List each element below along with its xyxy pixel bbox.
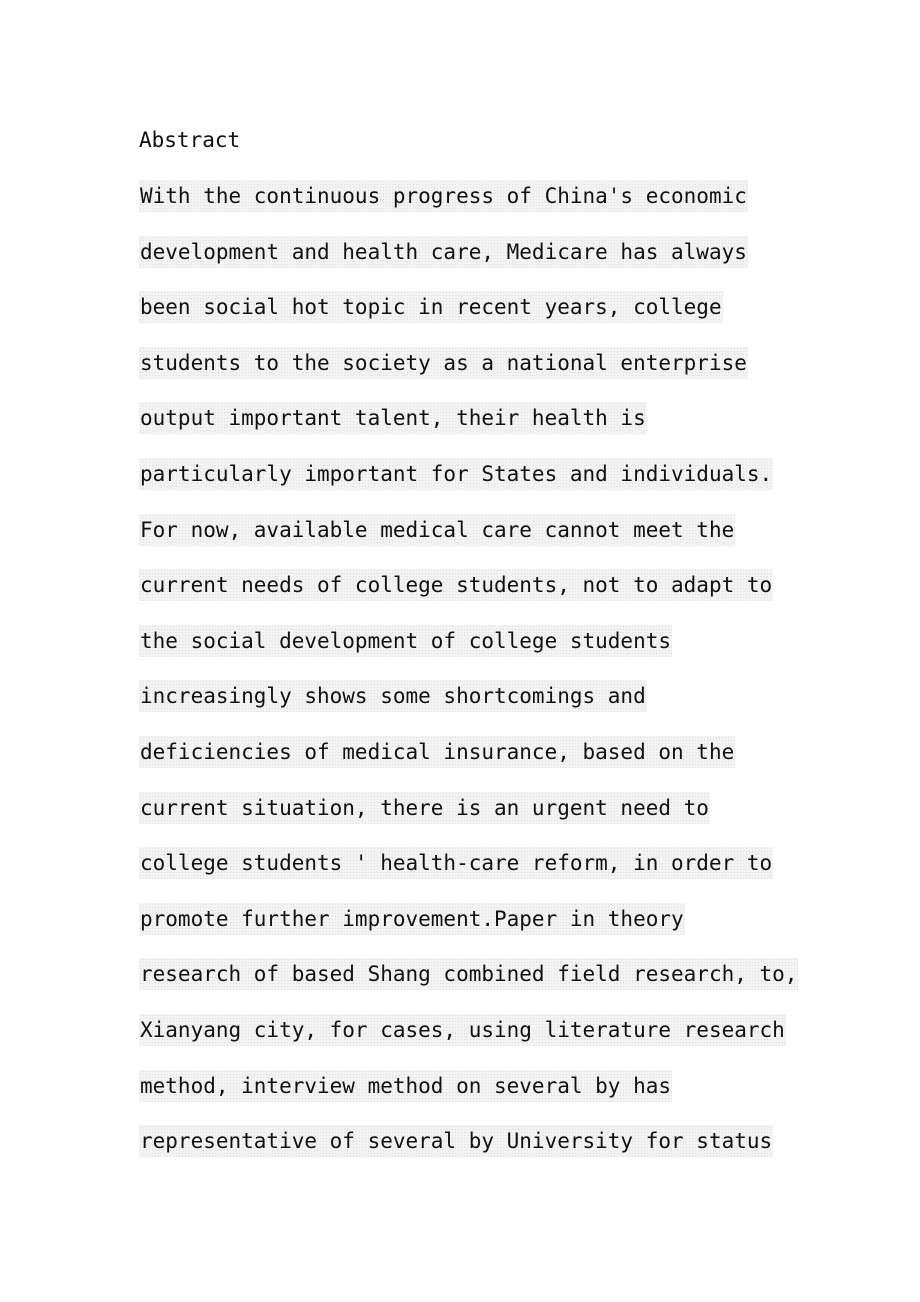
text-line <box>139 1014 819 1070</box>
text-line <box>139 1125 819 1181</box>
text-line-content: promote further improvement.Paper in theory <box>139 903 685 935</box>
text-line-content: deficiencies of medical insurance, based on the <box>139 736 735 768</box>
text-line <box>139 347 819 403</box>
text-line-content: For now, available medical care cannot meet the <box>139 514 735 546</box>
text-line-content: method, interview method on several by has <box>139 1070 672 1102</box>
text-line <box>139 569 819 625</box>
text-line <box>139 291 819 347</box>
text-line <box>139 1070 819 1126</box>
text-line-content: particularly important for States and individuals. <box>139 458 773 490</box>
text-line-content: current needs of college students, not to adapt to <box>139 569 773 601</box>
text-line <box>139 458 819 514</box>
text-line-content: development and health care, Medicare has always <box>139 236 748 268</box>
text-line <box>139 180 819 236</box>
text-line <box>139 903 819 959</box>
text-line-content: college students ' health-care reform, in order to <box>139 847 773 879</box>
text-line <box>139 514 819 570</box>
text-line-content: the social development of college students <box>139 625 672 657</box>
text-line-content: students to the society as a national enterprise <box>139 347 748 379</box>
text-line-content: With the continuous progress of China's economic <box>139 180 748 212</box>
text-line-content: research of based Shang combined field research, to, <box>139 958 798 990</box>
text-line <box>139 680 819 736</box>
text-line <box>139 402 819 458</box>
text-line-content: representative of several by University for status <box>139 1125 773 1157</box>
abstract-heading: Abstract <box>139 128 241 152</box>
text-line <box>139 792 819 848</box>
text-line-content: Xianyang city, for cases, using literature research <box>139 1014 786 1046</box>
text-line-content: current situation, there is an urgent need to <box>139 792 710 824</box>
text-line-content: been social hot topic in recent years, college <box>139 291 723 323</box>
text-line <box>139 847 819 903</box>
text-line <box>139 625 819 681</box>
abstract-body <box>139 180 819 1181</box>
text-line-content: increasingly shows some shortcomings and <box>139 680 647 712</box>
text-line <box>139 236 819 292</box>
text-line-content: output important talent, their health is <box>139 402 647 434</box>
text-line <box>139 958 819 1014</box>
text-line <box>139 736 819 792</box>
